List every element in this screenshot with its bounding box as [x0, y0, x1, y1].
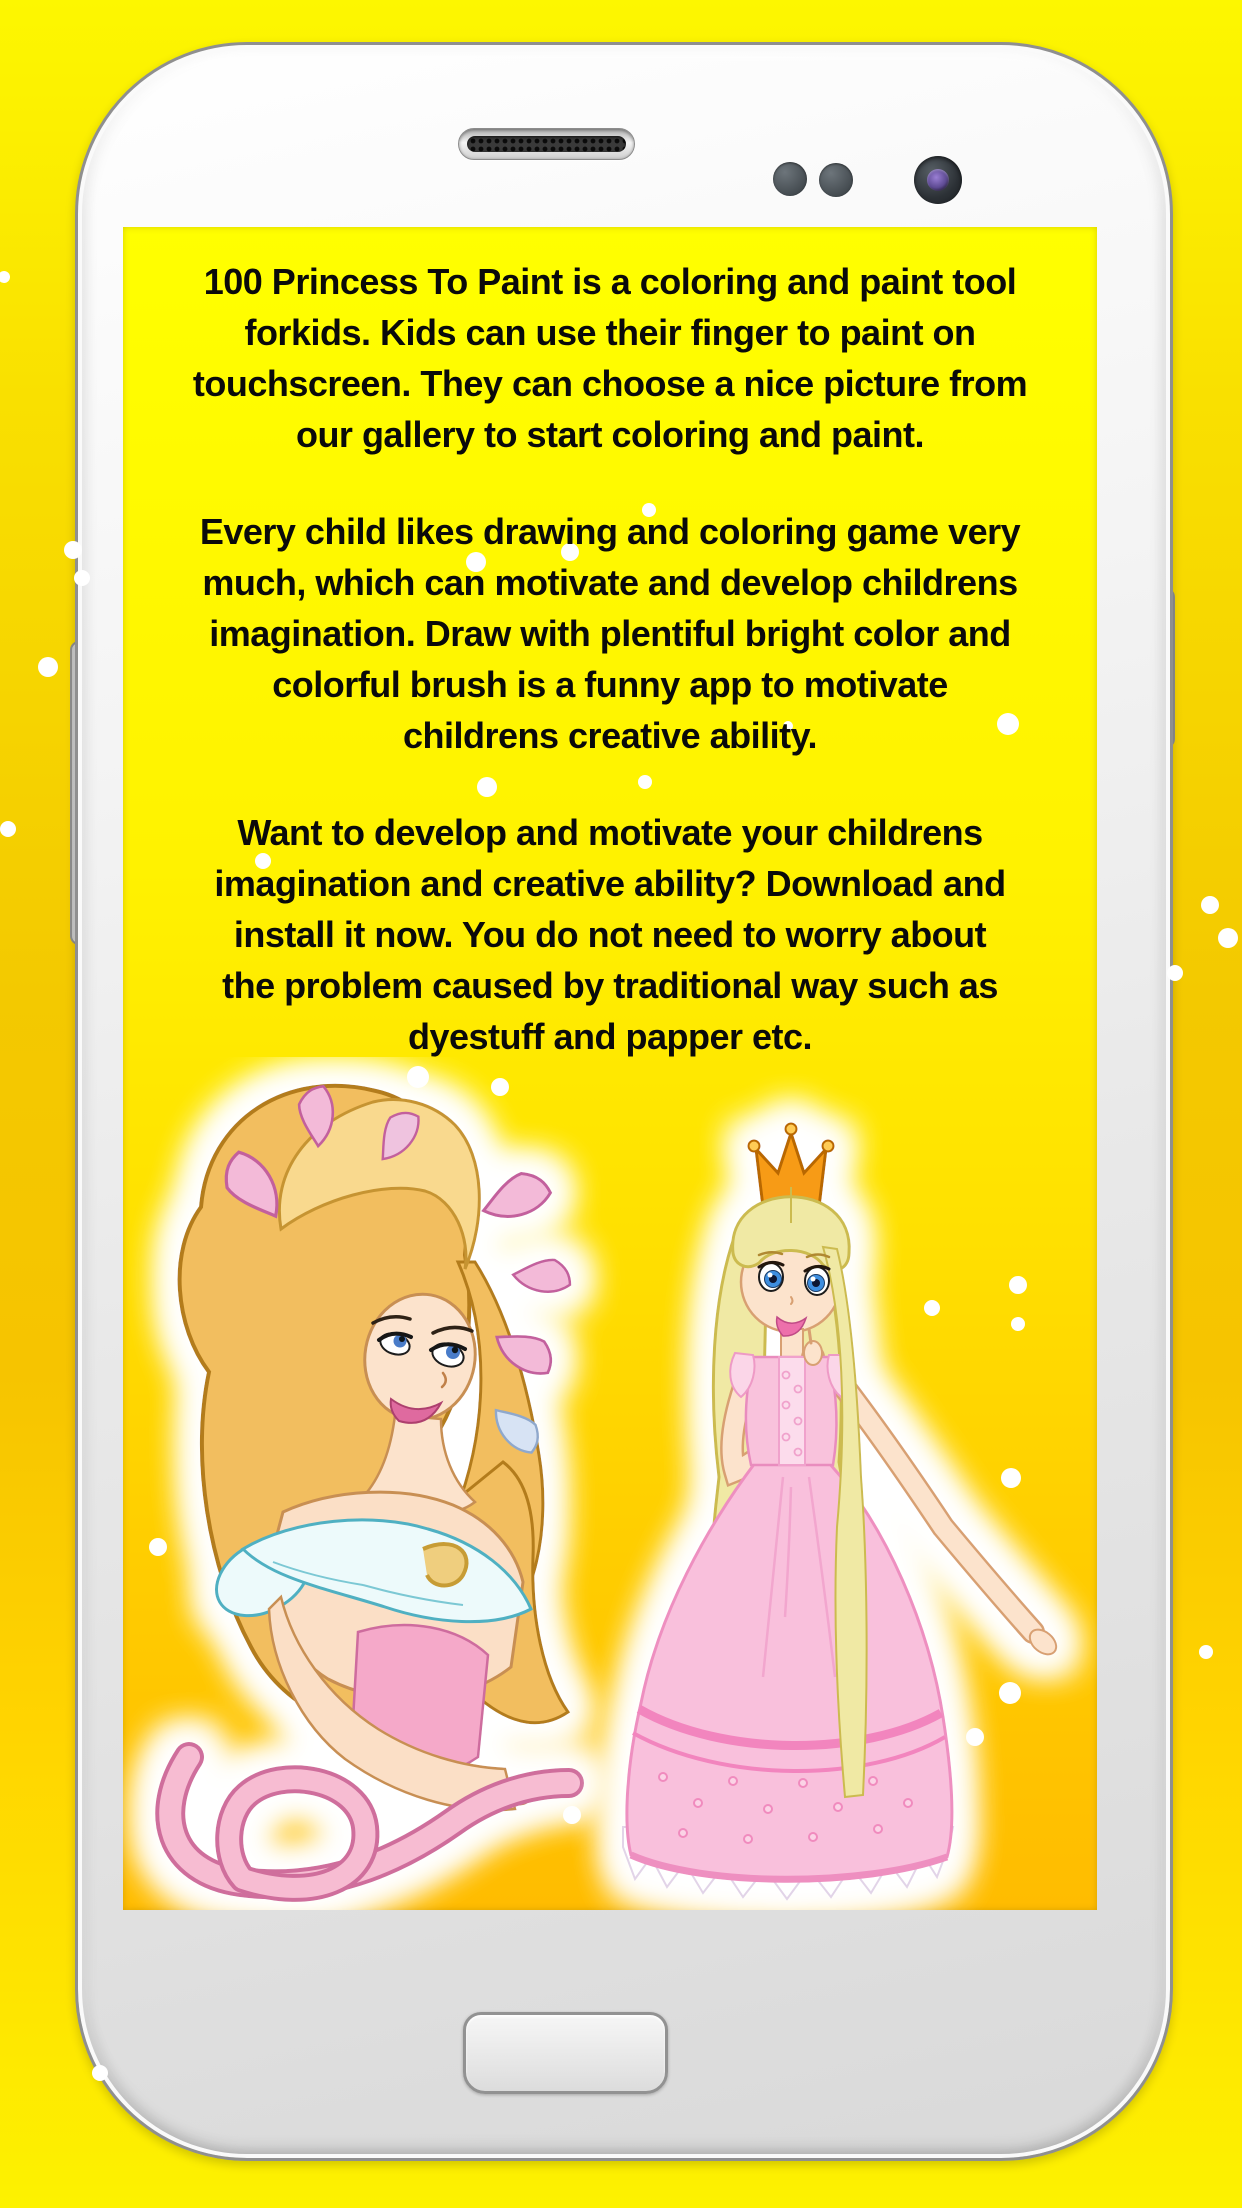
text-line: 100 Princess To Paint is a coloring and paint tool: [203, 261, 1017, 302]
description-paragraph-2: [123, 506, 1097, 761]
text-line: our gallery to start coloring and paint.: [295, 414, 925, 455]
description-paragraph-1: [123, 256, 1097, 460]
sparkle-dot: [92, 2065, 108, 2081]
text-line: Every child likes drawing and coloring game very: [199, 511, 1021, 552]
text-line: imagination. Draw with plentiful bright color and: [209, 613, 1011, 654]
speaker-grille-icon: [458, 128, 635, 160]
sparkle-dot: [1218, 928, 1238, 948]
left-princess-figure: [170, 1083, 575, 1888]
home-button[interactable]: [463, 2012, 668, 2094]
sparkle-dot: [0, 821, 16, 837]
proximity-sensor-icon: [773, 162, 807, 196]
text-line: dyestuff and papper etc.: [407, 1016, 813, 1057]
front-camera-icon: [914, 156, 962, 204]
text-line: forkids. Kids can use their finger to paint on: [244, 312, 976, 353]
app-screen[interactable]: [123, 227, 1097, 1910]
text-line: Want to develop and motivate your childrens: [237, 812, 983, 853]
sparkle-dot: [1201, 896, 1219, 914]
text-line: childrens creative ability.: [402, 715, 818, 756]
light-sensor-icon: [819, 163, 853, 197]
camera-lens-icon: [927, 169, 949, 191]
text-line: much, which can motivate and develop childrens: [202, 562, 1018, 603]
sparkle-dot: [1167, 965, 1183, 981]
text-line: imagination and creative ability? Download and: [214, 863, 1006, 904]
phone-frame: [75, 42, 1173, 2161]
sparkle-dot: [38, 657, 58, 677]
text-line: the problem caused by traditional way such as: [222, 965, 998, 1006]
app-description: [123, 256, 1097, 1062]
right-princess-figure: [623, 1124, 1061, 1900]
text-line: colorful brush is a funny app to motivate: [272, 664, 948, 705]
sparkle-dot: [0, 271, 10, 283]
text-line: touchscreen. They can choose a nice picture from: [192, 363, 1028, 404]
sparkle-dot: [64, 541, 82, 559]
sparkle-dot: [1199, 1645, 1213, 1659]
princess-illustration: [123, 1057, 1097, 1910]
description-paragraph-3: [123, 807, 1097, 1062]
speaker-mesh: [467, 136, 626, 152]
sparkle-dot: [74, 570, 90, 586]
text-line: install it now. You do not need to worry about: [233, 914, 987, 955]
